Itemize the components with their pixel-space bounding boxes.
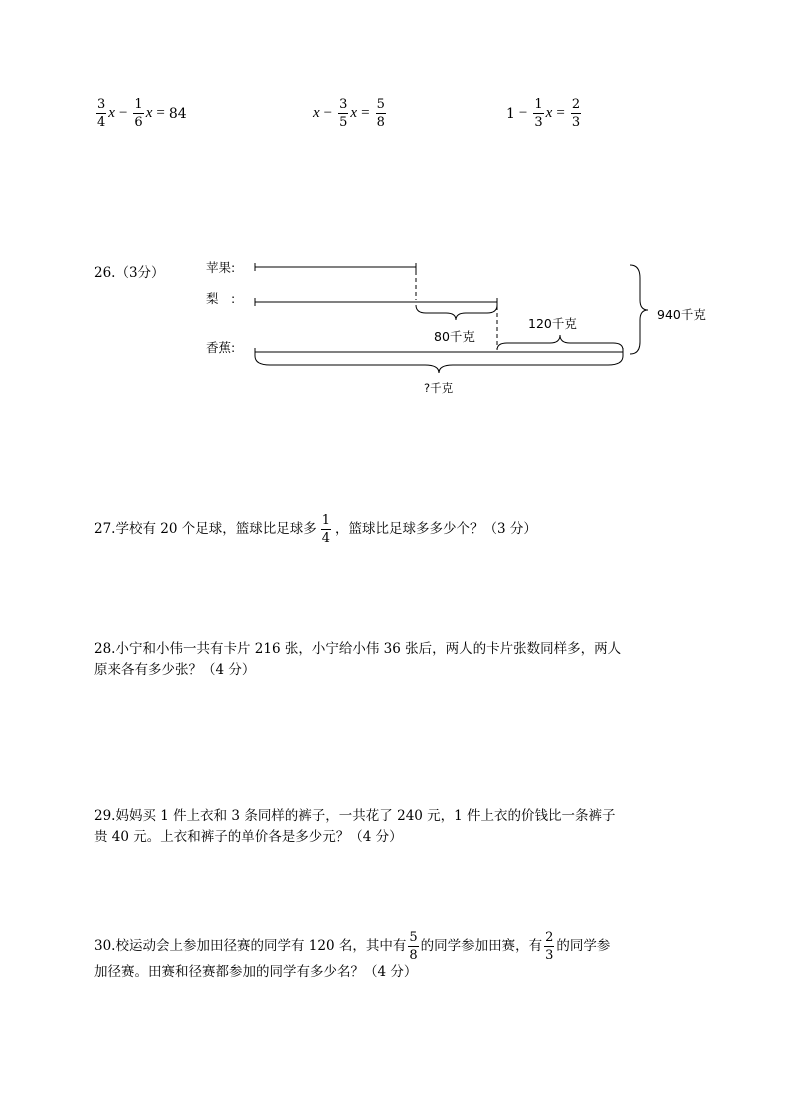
question-30: 30.校运动会上参加田径赛的同学有 120 名，其中有 $\frac{5}{8}$ 的同学参加田赛，有 $\frac{2}{3}$ 的同学参 加径赛。田赛和径赛都参加的同学有多少名？（4 分） [94, 930, 611, 980]
fraction: $\frac{1}{3}$ [534, 97, 543, 130]
fraction: $\frac{2}{3}$ [571, 97, 581, 130]
fraction: $\frac{3}{5}$ [339, 97, 348, 130]
fraction: $\frac{1}{6}$ [134, 97, 143, 130]
label-apple: 苹果: [206, 260, 236, 275]
fraction: $\frac{5}{8}$ [376, 97, 385, 130]
brace-80 [416, 305, 497, 320]
question-29: 29.妈妈买 1 件上衣和 3 条同样的裤子，一共花了 240 元，1 件上衣的价钱比一条裤子 贵 40 元。上衣和裤子的单价各是多少元？（4 分） [94, 808, 616, 845]
fraction: $\frac{5}{8}$ [409, 930, 418, 963]
equation-1: $\frac{3}{4}$ x − $\frac{1}{6}$ x = 84 [97, 97, 187, 130]
line-diagram [0, 0, 790, 420]
question-27: 27.学校有 20 个足球，篮球比足球多 $\frac{1}{4}$ ，篮球比足球多多少个？（3 分） [94, 513, 537, 546]
question-28: 28.小宁和小伟一共有卡片 216 张，小宁给小伟 36 张后，两人的卡片张数同样多，两人 原来各有多少张？（4 分） [94, 641, 622, 678]
label-banana: 香蕉: [206, 340, 236, 355]
fraction: $\frac{2}{3}$ [545, 930, 554, 963]
fraction: $\frac{3}{4}$ [97, 97, 106, 130]
label-120kg: 120千克 [528, 316, 577, 331]
label-unknown-kg: ?千克 [424, 381, 454, 395]
question-26-number: 26.（3分） [94, 265, 165, 281]
label-940kg: 940千克 [657, 307, 706, 322]
equation-3: 1 − $\frac{1}{3}$ x = $\frac{2}{3}$ [506, 97, 581, 130]
brace-total-banana [255, 356, 623, 373]
label-80kg: 80千克 [434, 329, 475, 344]
equation-2: x − $\frac{3}{5}$ x = $\frac{5}{8}$ [313, 97, 385, 130]
fraction: $\frac{1}{4}$ [321, 513, 331, 546]
brace-120 [497, 335, 623, 350]
label-pear: 梨 : [206, 291, 236, 306]
brace-940 [630, 265, 648, 354]
